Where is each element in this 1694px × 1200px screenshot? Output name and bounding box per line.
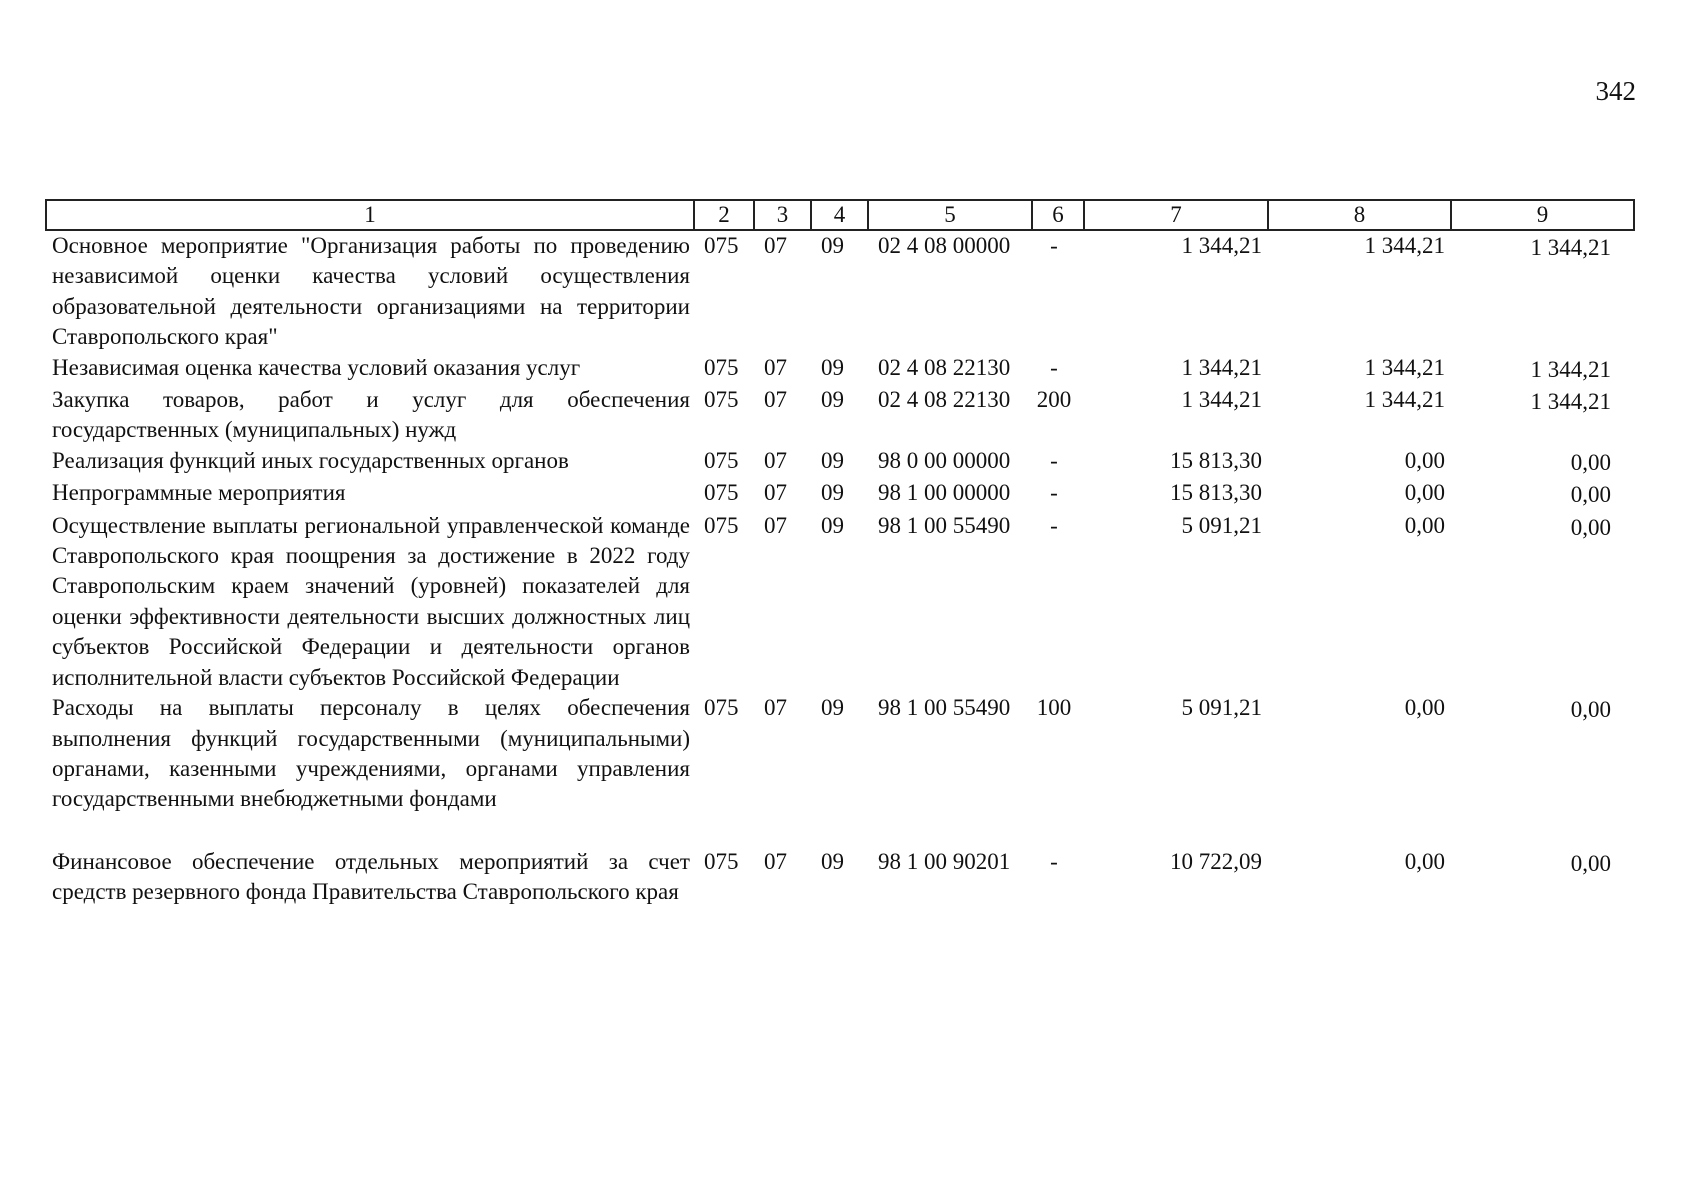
row-amount-col7: 1 344,21 [1181, 354, 1262, 380]
column-header-4: 4 [811, 200, 868, 230]
row-amount-col9: 1 344,21 [1530, 235, 1611, 260]
table-row [46, 693, 1634, 815]
table-row [46, 385, 1634, 446]
row-name: Осуществление выплаты региональной управленческой команде Ставропольского края поощрения за достижение в 2022 году Ставропольским краем значений (уровней) показателей для оценки эффективности деятельности высших должностных лиц субъектов Российской Федерации и деятельности органов исполнительной власти субъектов Российской Федерации [52, 512, 690, 690]
row-section-code: 07 [764, 354, 787, 380]
row-amount-col8: 1 344,21 [1364, 233, 1445, 258]
column-number-header-row [46, 200, 1634, 230]
row-amount-col8: 0,00 [1404, 447, 1445, 473]
column-header-6: 6 [1032, 200, 1084, 230]
row-subsection-code: 09 [821, 695, 844, 721]
row-ministry-code: 075 [704, 387, 739, 413]
row-amount-col7: 15 813,30 [1170, 447, 1262, 473]
row-subsection-code: 09 [821, 233, 844, 258]
row-amount-col9: 1 344,21 [1530, 389, 1611, 415]
row-ministry-code: 075 [704, 447, 739, 473]
row-target-article: 98 1 00 90201 [878, 848, 1011, 874]
column-header-5: 5 [868, 200, 1032, 230]
row-expense-type: - [1050, 512, 1058, 538]
row-subsection-code: 09 [821, 512, 844, 538]
row-target-article: 02 4 08 00000 [878, 233, 1011, 258]
row-expense-type: - [1050, 447, 1058, 473]
row-subsection-code: 09 [821, 447, 844, 473]
row-section-code: 07 [764, 447, 787, 473]
table-row [46, 478, 1634, 510]
row-amount-col8: 1 344,21 [1364, 354, 1445, 380]
row-expense-type: - [1050, 480, 1058, 506]
table-row [46, 446, 1634, 478]
row-name: Реализация функций иных государственных органов [52, 447, 569, 473]
row-name: Расходы на выплаты персоналу в целях обеспечения выполнения функций государственными (муниципальными) органами, казенными учреждениями, органами управления государственными внебюджетными фондами [52, 695, 690, 812]
row-ministry-code: 075 [704, 354, 739, 380]
column-header-7: 7 [1084, 200, 1268, 230]
row-section-code: 07 [764, 387, 787, 413]
row-expense-type: 100 [1036, 695, 1072, 721]
row-amount-col9: 0,00 [1570, 514, 1611, 540]
column-header-8: 8 [1268, 200, 1451, 230]
table-row [46, 815, 1634, 908]
row-target-article: 98 1 00 55490 [878, 695, 1011, 721]
row-ministry-code: 075 [704, 512, 739, 538]
row-name: Финансовое обеспечение отдельных мероприятий за счет средств резервного фонда Правительства Ставропольского края [52, 848, 690, 905]
row-amount-col7: 1 344,21 [1181, 233, 1262, 258]
budget-table [45, 199, 1635, 908]
table-row [46, 230, 1634, 353]
row-subsection-code: 09 [821, 354, 844, 380]
row-ministry-code: 075 [704, 233, 739, 258]
column-header-3: 3 [754, 200, 811, 230]
row-section-code: 07 [764, 233, 787, 258]
column-header-1: 1 [46, 200, 694, 230]
row-name: Основное мероприятие "Организация работы по проведению независимой оценки качества условий осуществления образовательной деятельности организациями на территории Ставропольского края" [52, 233, 690, 350]
row-expense-type: - [1050, 848, 1058, 874]
row-subsection-code: 09 [821, 848, 844, 874]
row-ministry-code: 075 [704, 480, 739, 506]
row-target-article: 98 1 00 00000 [878, 480, 1011, 506]
column-header-9: 9 [1451, 200, 1634, 230]
row-target-article: 98 0 00 00000 [878, 447, 1011, 473]
row-name: Независимая оценка качества условий оказания услуг [52, 354, 581, 380]
row-amount-col9: 1 344,21 [1530, 356, 1611, 382]
row-amount-col8: 0,00 [1404, 512, 1445, 538]
column-header-2: 2 [694, 200, 754, 230]
row-amount-col7: 10 722,09 [1170, 848, 1262, 874]
row-section-code: 07 [764, 512, 787, 538]
row-name: Закупка товаров, работ и услуг для обеспечения государственных (муниципальных) нужд [52, 387, 690, 443]
row-expense-type: - [1050, 233, 1058, 258]
row-section-code: 07 [764, 695, 787, 721]
page-number: 342 [1595, 76, 1636, 106]
row-amount-col7: 15 813,30 [1170, 480, 1262, 506]
row-section-code: 07 [764, 480, 787, 506]
row-amount-col9: 0,00 [1570, 449, 1611, 475]
row-name: Непрограммные мероприятия [52, 480, 346, 506]
row-target-article: 02 4 08 22130 [878, 387, 1011, 413]
table-row [46, 353, 1634, 385]
row-expense-type: - [1050, 354, 1058, 380]
row-amount-col9: 0,00 [1570, 850, 1611, 876]
row-amount-col8: 0,00 [1404, 695, 1445, 721]
row-amount-col9: 0,00 [1570, 482, 1611, 508]
row-amount-col7: 5 091,21 [1181, 512, 1262, 538]
row-target-article: 98 1 00 55490 [878, 512, 1011, 538]
row-ministry-code: 075 [704, 848, 739, 874]
row-amount-col8: 0,00 [1404, 480, 1445, 506]
row-target-article: 02 4 08 22130 [878, 354, 1011, 380]
row-amount-col8: 0,00 [1404, 848, 1445, 874]
row-amount-col7: 5 091,21 [1181, 695, 1262, 721]
row-subsection-code: 09 [821, 480, 844, 506]
row-section-code: 07 [764, 848, 787, 874]
row-ministry-code: 075 [704, 695, 739, 721]
table-row [46, 511, 1634, 693]
row-amount-col7: 1 344,21 [1181, 387, 1262, 413]
row-amount-col8: 1 344,21 [1364, 387, 1445, 413]
row-expense-type: 200 [1036, 387, 1072, 413]
row-amount-col9: 0,00 [1570, 697, 1611, 723]
row-subsection-code: 09 [821, 387, 844, 413]
